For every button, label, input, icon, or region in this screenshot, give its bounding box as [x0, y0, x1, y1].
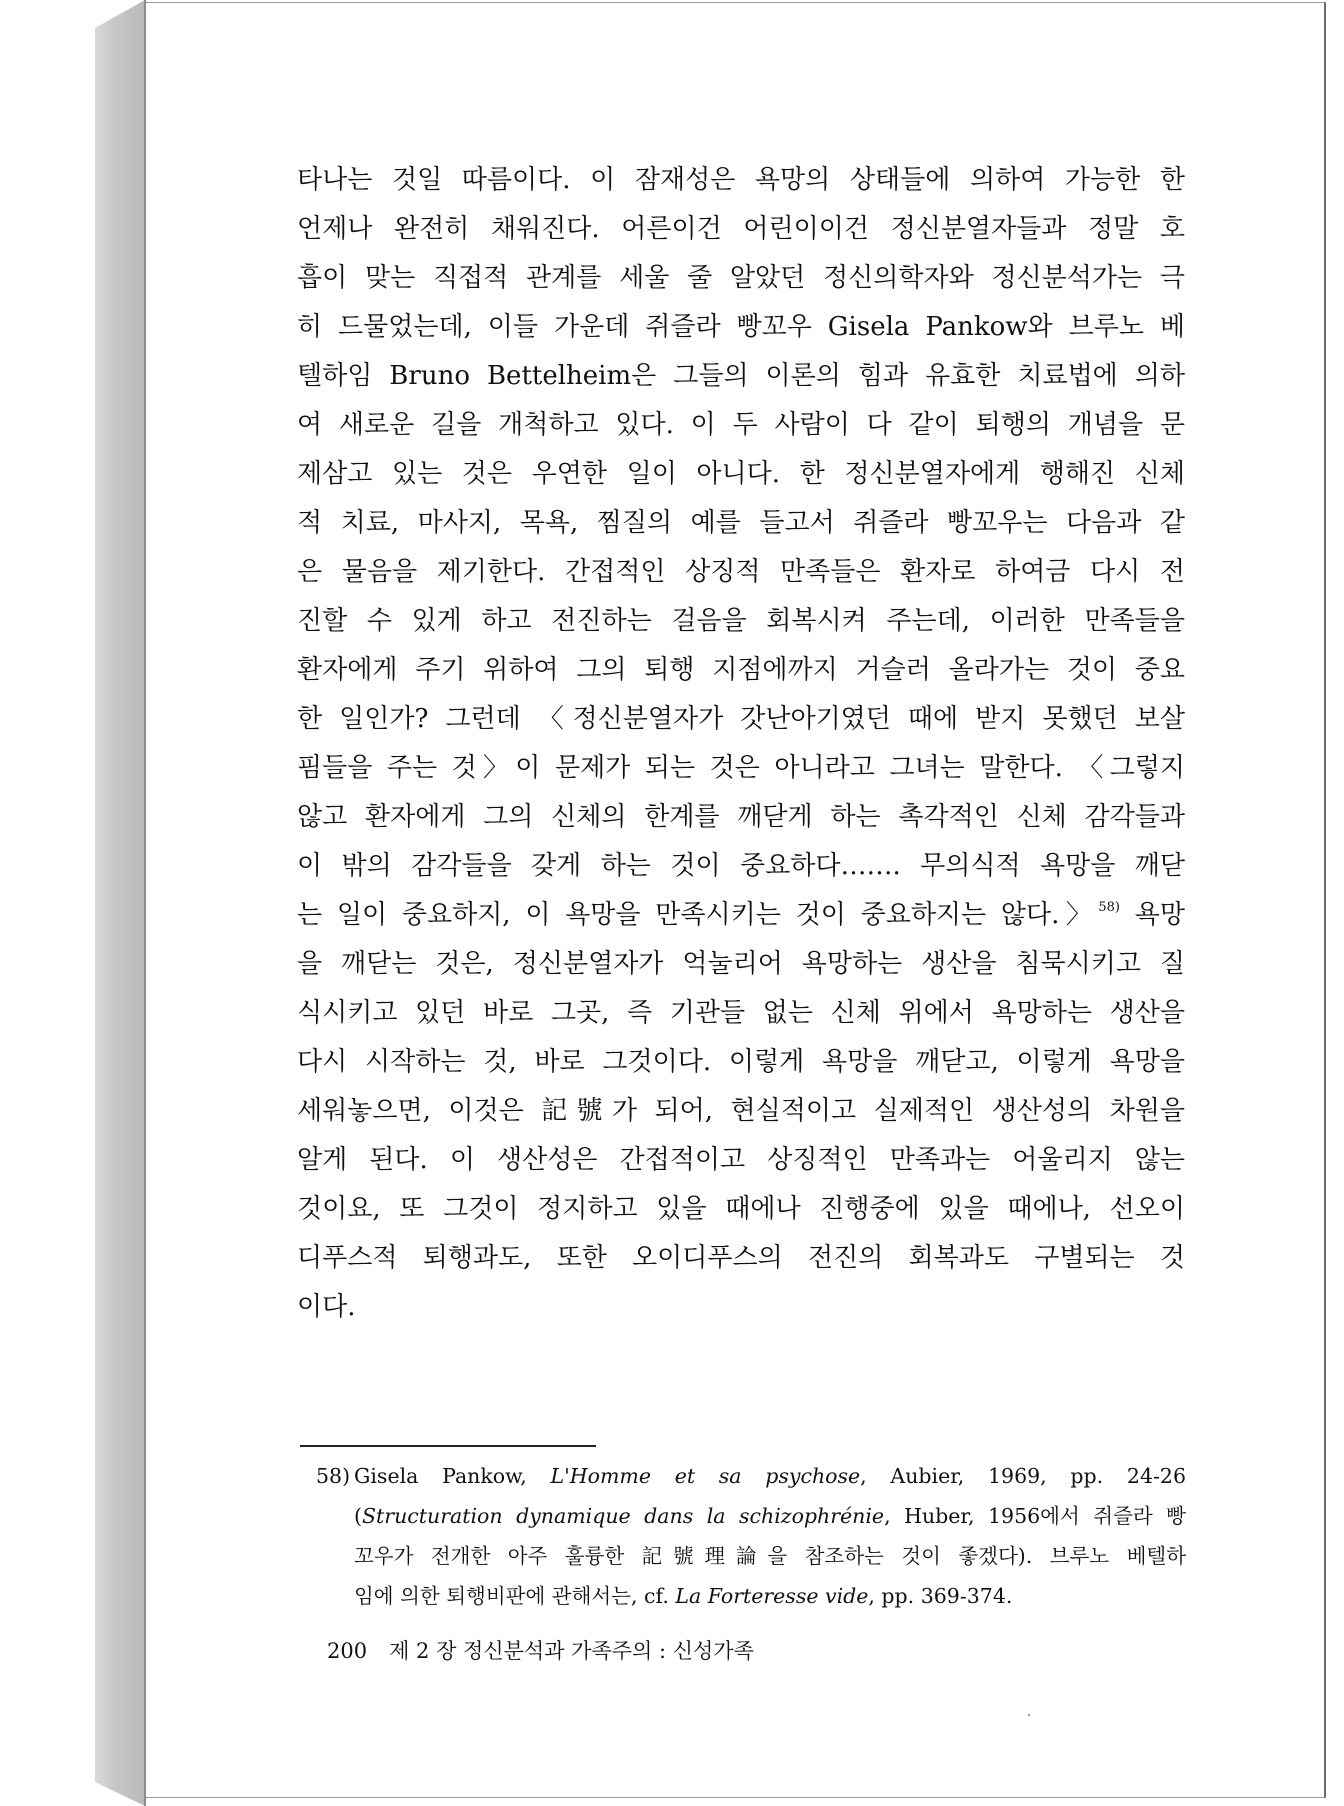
running-footer — [327, 1635, 754, 1665]
body-line: 여 새로운 길을 개척하고 있다. 이 두 사람이 다 같이 퇴행의 개념을 문 — [297, 410, 1185, 440]
body-line: 타나는 것일 따름이다. 이 잠재성은 욕망의 상태들에 의하여 가능한 한 — [297, 165, 1185, 195]
body-line: 히 드물었는데, 이들 가운데 쥐즐라 빵꼬우 Gisela Pankow와 브루노 베 — [297, 312, 1185, 342]
footnote-text: 임에 의한 퇴행비판에 관해서는, cf. — [354, 1584, 676, 1608]
footnote-line: 꼬우가 전개한 아주 훌륭한 記號理論을 참조하는 것이 좋겠다). 브루노 베텔하 — [354, 1544, 1186, 1568]
footnote-citation: , Huber, 1956에서 쥐즐라 빵 — [884, 1504, 1186, 1528]
footnote-line — [316, 1576, 1186, 1616]
footnote-author: Gisela Pankow, — [354, 1464, 551, 1488]
body-line: 알게 된다. 이 생산성은 간접적이고 상징적인 만족과는 어울리지 않는 — [297, 1145, 1185, 1175]
body-line: 않고 환자에게 그의 신체의 한계를 깨닫게 하는 촉각적인 신체 감각들과 — [297, 802, 1185, 832]
footnote-line — [316, 1456, 1186, 1496]
body-line: 이 밖의 감각들을 갖게 하는 것이 중요하다……. 무의식적 욕망을 깨닫 — [297, 851, 1185, 881]
footnote-citation: , Aubier, 1969, pp. 24-26 — [860, 1464, 1187, 1488]
main-body-text — [297, 156, 1185, 1332]
body-line: 이다. — [297, 1292, 356, 1322]
book-spine — [95, 0, 145, 1806]
body-line: 적 치료, 마사지, 목욕, 찜질의 예를 들고서 쥐즐라 빵꼬우는 다음과 같 — [297, 508, 1185, 538]
body-line: 을 깨닫는 것은, 정신분열자가 억눌리어 욕망하는 생산을 침묵시키고 질 — [297, 949, 1185, 979]
body-line: 식시키고 있던 바로 그곳, 즉 기관들 없는 신체 위에서 욕망하는 생산을 — [297, 998, 1185, 1028]
page-number: 200 — [327, 1639, 368, 1663]
body-line: 텔하임 Bruno Bettelheim은 그들의 이론의 힘과 유효한 치료법에 의하 — [297, 361, 1185, 391]
body-line: 흡이 맞는 직접적 관계를 세울 줄 알았던 정신의학자와 정신분석가는 극 — [297, 263, 1185, 293]
body-line-text: 는 일이 중요하지, 이 욕망을 만족시키는 것이 중요하지는 않다.〉 — [297, 900, 1099, 930]
body-line: 은 물음을 제기한다. 간접적인 상징적 만족들은 환자로 하여금 다시 전 — [297, 557, 1185, 587]
body-line: 환자에게 주기 위하여 그의 퇴행 지점에까지 거슬러 올라가는 것이 중요 — [297, 655, 1185, 685]
footnote-book-title: Structuration dynamique dans la schizophrénie — [362, 1504, 885, 1528]
body-line: 세워놓으면, 이것은 記號가 되어, 현실적이고 실제적인 생산성의 차원을 — [297, 1096, 1185, 1126]
body-line: 다시 시작하는 것, 바로 그것이다. 이렇게 욕망을 깨닫고, 이렇게 욕망을 — [297, 1047, 1185, 1077]
footnote-paren: ( — [354, 1504, 362, 1528]
footnote — [316, 1456, 1186, 1616]
body-line: 것이요, 또 그것이 정지하고 있을 때에나 진행중에 있을 때에나, 선오이 — [297, 1194, 1185, 1224]
chapter-title: 제 2 장 정신분석과 가족주의 : 신성가족 — [389, 1639, 754, 1663]
body-line: 디푸스적 퇴행과도, 또한 오이디푸스의 전진의 회복과도 구별되는 것 — [297, 1243, 1185, 1273]
footnote-book-title: L'Homme et sa psychose — [550, 1464, 861, 1488]
footnote-reference[interactable]: 58) — [1098, 900, 1121, 915]
body-line-with-footnote-ref — [297, 891, 1185, 940]
body-line: 제삼고 있는 것은 우연한 일이 아니다. 한 정신분열자에게 행해진 신체 — [297, 459, 1185, 489]
footnote-citation: , pp. 369-374. — [868, 1584, 1013, 1608]
footnote-number: 58) — [316, 1464, 351, 1488]
body-line: 한 일인가? 그런데 〈정신분열자가 갓난아기였던 때에 받지 못했던 보살 — [297, 704, 1185, 734]
footnote-divider — [300, 1445, 596, 1447]
body-line: 진할 수 있게 하고 전진하는 걸음을 회복시켜 주는데, 이러한 만족들을 — [297, 606, 1185, 636]
footnote-line — [316, 1496, 1186, 1536]
scan-speck — [1028, 1714, 1030, 1716]
body-line-tail: 욕망 — [1120, 900, 1185, 930]
body-line: 언제나 완전히 채워진다. 어른이건 어린이이건 정신분열자들과 정말 호 — [297, 214, 1185, 244]
body-line: 핌들을 주는 것〉이 문제가 되는 것은 아니라고 그녀는 말한다. 〈그렇지 — [297, 753, 1185, 783]
footnote-book-title: La Forteresse vide — [675, 1584, 869, 1608]
